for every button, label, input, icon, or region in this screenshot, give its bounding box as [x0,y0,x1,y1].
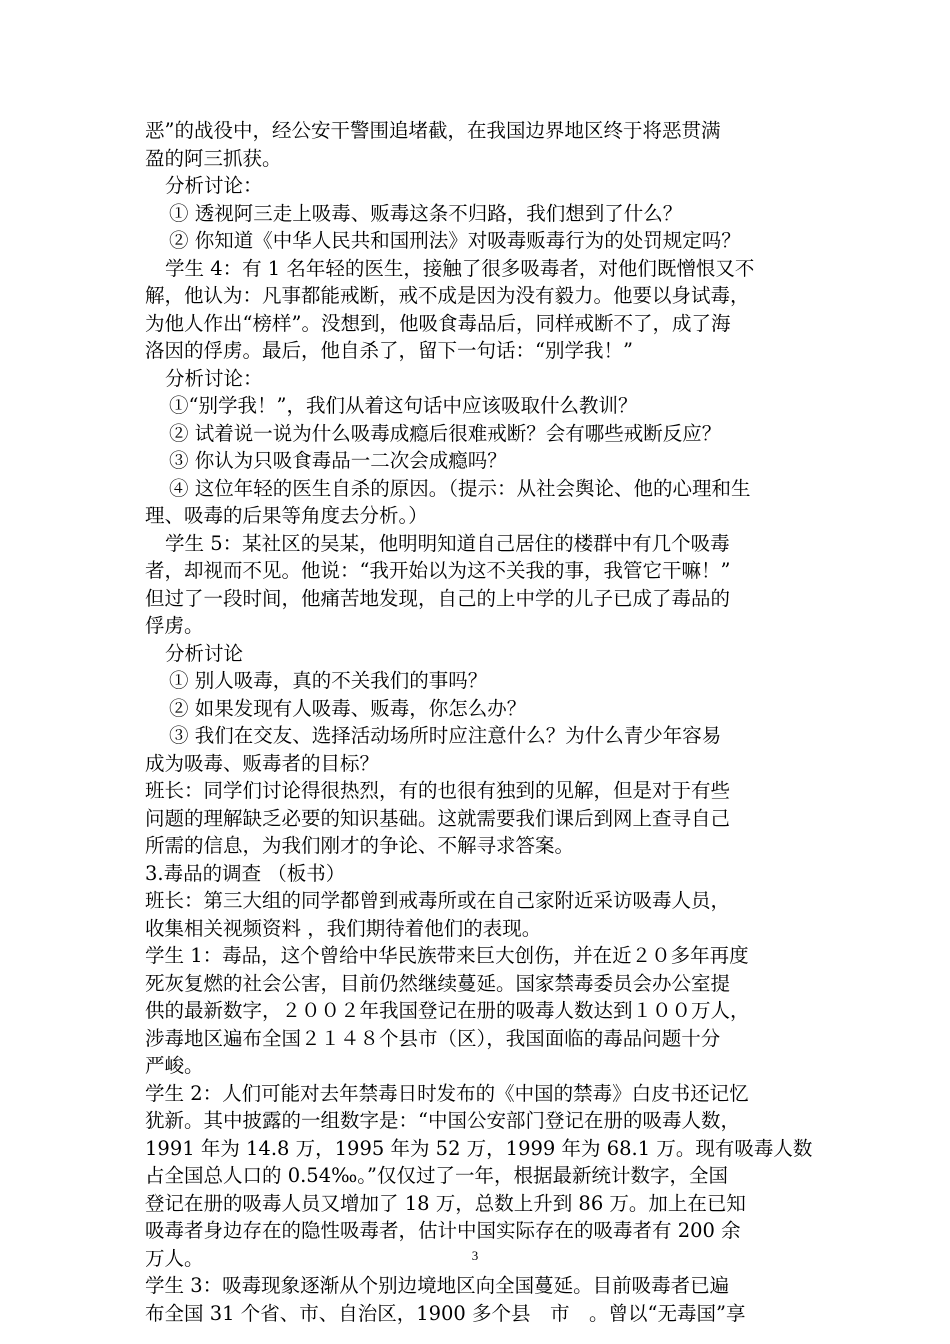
text-line: 登记在册的吸毒人员又增加了 18 万，总数上升到 86 万。加上在已知 [145,1191,746,1215]
text-line: 但过了一段时间，他痛苦地发现，自己的上中学的儿子已成了毒品的 [145,586,731,610]
text-line: 万人。 [145,1246,204,1270]
text-line: 问题的理解缺乏必要的知识基础。这就需要我们课后到网上查寻自己 [145,806,731,830]
text-line: 犹新。其中披露的一组数字是：“中国公安部门登记在册的吸毒人数， [145,1109,740,1132]
text-line: 洛因的俘虏。最后，他自杀了，留下一句话：“别学我！” [145,339,633,362]
text-line: 1991 年为 14.8 万，1995 年为 52 万，1999 年为 68.1 万。现有吸毒人数 [145,1136,813,1160]
text-line: 理、吸毒的后果等角度去分析。） [145,504,428,527]
page-number: 3 [471,1248,479,1263]
text-line: ④ 这位年轻的医生自杀的原因。（提示：从社会舆论、他的心理和生 [169,476,751,500]
text-line: 学生 4：有 1 名年轻的医生，接触了很多吸毒者，对他们既憎恨又不 [165,256,755,280]
text-line: 学生 3：吸毒现象逐渐从个别边境地区向全国蔓延。目前吸毒者已遍 [145,1274,730,1297]
text-line: ③ 你认为只吸食毒品一二次会成瘾吗？ [169,449,507,472]
text-line: 所需的信息，为我们刚才的争论、不解寻求答案。 [145,834,575,857]
text-line: 供的最新数字，２００２年我国登记在册的吸毒人数达到１００万人， [145,999,750,1022]
text-line: ① 透视阿三走上吸毒、贩毒这条不归路，我们想到了什么？ [169,201,683,225]
text-line: 学生 1：毒品，这个曾给中华民族带来巨大创伤，并在近２０多年再度 [145,944,749,967]
text-line: 俘虏。 [145,614,204,637]
text-line: 恶”的战役中，经公安干警围追堵截，在我国边界地区终于将恶贯满 [145,119,721,142]
text-line: 死灰复燃的社会公害，目前仍然继续蔓延。国家禁毒委员会办公室提 [145,971,731,995]
text-line: 解，他认为：凡事都能戒断，戒不成是因为没有毅力。他要以身试毒， [145,284,750,307]
text-line: 3.毒品的调查 （板书） [145,861,346,885]
text-line: 分析讨论： [165,366,263,390]
text-line: 分析讨论 [165,641,244,665]
text-line: 班长：同学们讨论得很热烈，有的也很有独到的见解，但是对于有些 [145,779,731,802]
document-body [145,117,825,1327]
text-line: 成为吸毒、贩毒者的目标？ [145,751,380,775]
text-line: 学生 2：人们可能对去年禁毒日时发布的《中国的禁毒》白皮书还记忆 [145,1081,749,1105]
text-line: ① 别人吸毒，真的不关我们的事吗？ [169,669,488,692]
text-line: 布全国 31 个省、市、自治区，1900 多个县 市 。曾以“无毒国”享 [145,1301,746,1325]
text-line: 为他人作出“榜样”。没想到，他吸食毒品后，同样戒断不了，成了海 [145,311,731,335]
text-line: 涉毒地区遍布全国２１４８个县市（区），我国面临的毒品问题十分 [145,1026,721,1050]
text-line: ② 你知道《中华人民共和国刑法》对吸毒贩毒行为的处罚规定吗？ [169,229,741,252]
text-line: 者，却视而不见。他说：“我开始以为这不关我的事，我管它干嘛！” [145,559,731,582]
text-line: ② 试着说一说为什么吸毒成瘾后很难戒断？会有哪些戒断反应？ [169,421,722,445]
text-line: 分析讨论： [165,174,263,197]
text-line: 班长：第三大组的同学都曾到戒毒所或在自己家附近采访吸毒人员， [145,889,731,912]
text-line: ③ 我们在交友、选择活动场所时应注意什么？为什么青少年容易 [169,724,722,747]
text-line: ② 如果发现有人吸毒、贩毒，你怎么办？ [169,696,527,720]
text-line: 学生 5：某社区的吴某，他明明知道自己居住的楼群中有几个吸毒 [165,531,730,555]
text-line: 吸毒者身边存在的隐性吸毒者，估计中国实际存在的吸毒者有 200 余 [145,1219,741,1242]
text-line: 盈的阿三抓获。 [145,146,282,170]
text-line: 严峻。 [145,1054,204,1077]
text-line: 收集相关视频资料 ，我们期待着他们的表现。 [145,916,542,940]
text-line: ①“别学我！”，我们从着这句话中应该吸取什么教训？ [169,394,638,417]
text-line: 占全国总人口的 0.54‰。”仅仅过了一年，根据最新统计数字，全国 [145,1164,729,1187]
